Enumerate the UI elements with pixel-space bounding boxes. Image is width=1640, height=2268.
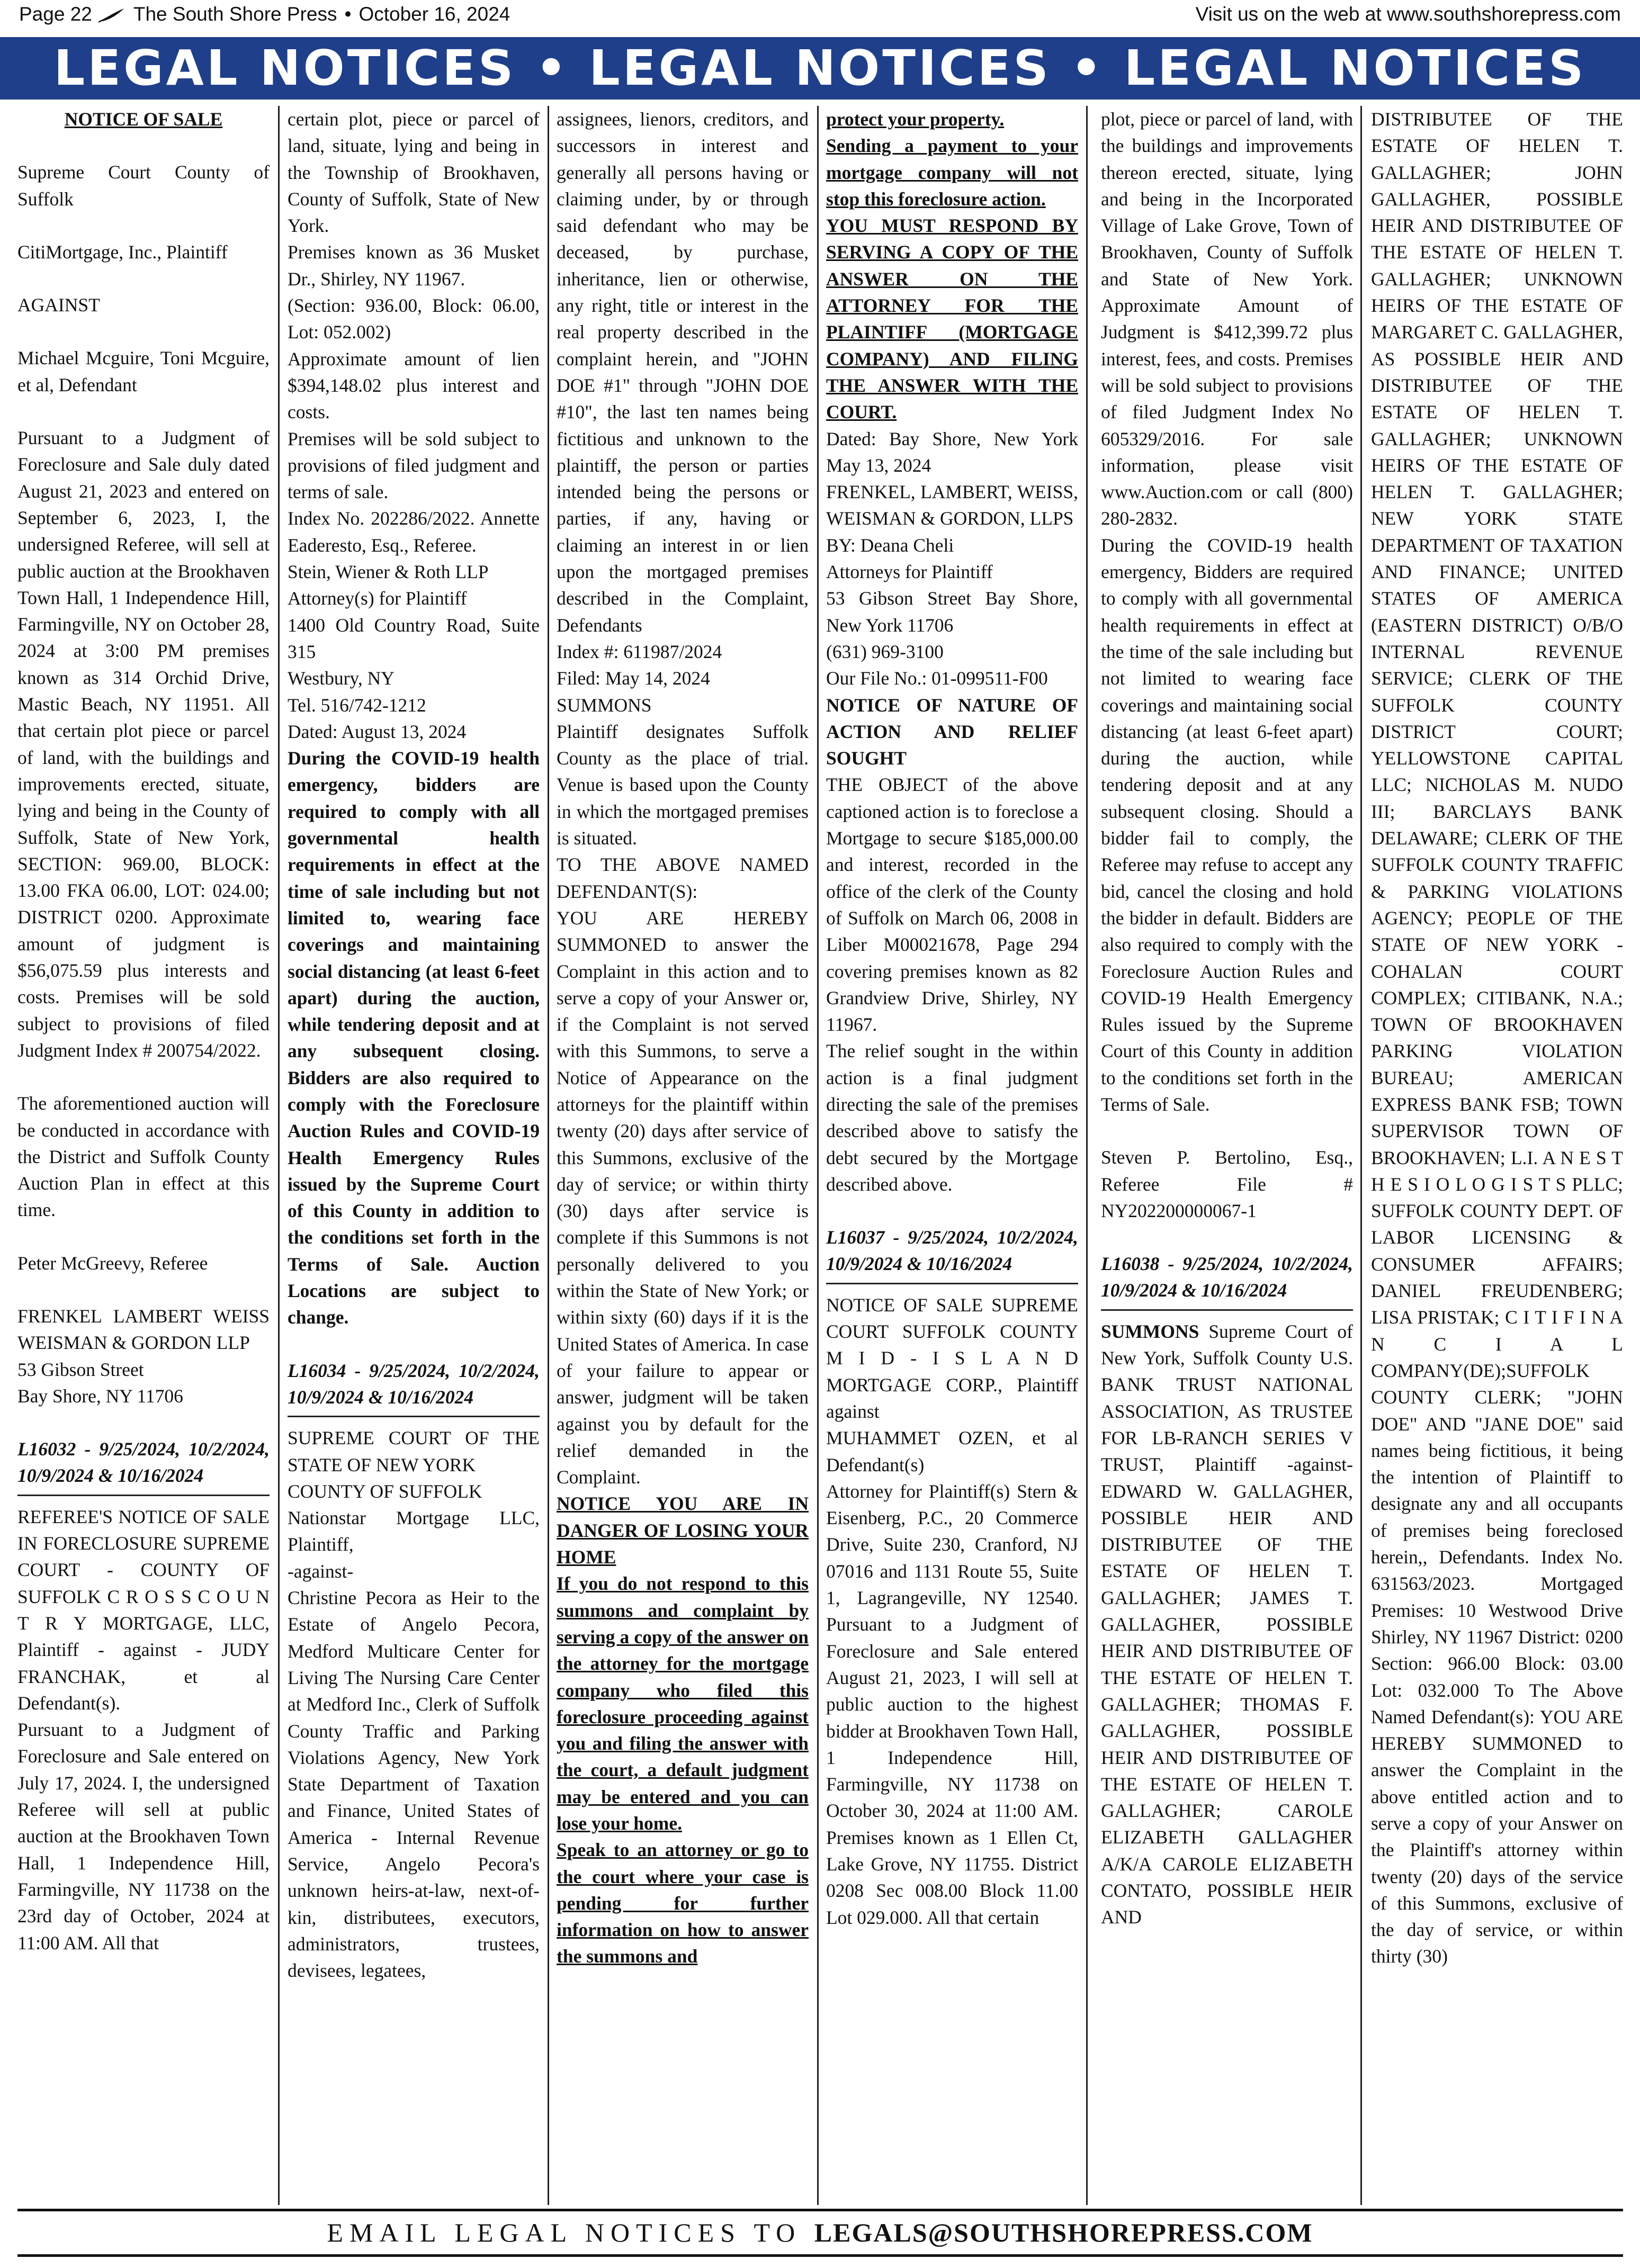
notice-paragraph: FRENKEL LAMBERT WEISS WEISMAN & GORDON LLP — [17, 1305, 270, 1354]
paragraph-spacer — [17, 132, 270, 159]
notice-paragraph: The relief sought in the within action is a final judgment directing the sale of the premises described above to satisfy the debt secured by the Mortgage described above. — [826, 1040, 1078, 1195]
notice-paragraph: Attorney for Plaintiff(s) Stern & Eisenberg, P.C., 20 Commerce Drive, Suite 230, Cranford, NJ 07016 and 1131 Route 55, Suite 1, Lagrangeville, NY 12540. Pursuant to a Judgment of Foreclosure and Sale entered August 21, 2023, I will sell at public auction to the highest bidder at Brookhaven Town Hall, 1 Independence Hill, Farmingville, NY 11738 on October 30, 2024 at 11:00 AM. Premises known as 1 Ellen Ct, Lake Grove, NY 11755. District 0208 Sec 008.00 Block 11.00 Lot 029.000. All that certain — [826, 1480, 1078, 1928]
page-number: Page 22 — [19, 3, 92, 25]
notice-separator — [1101, 1309, 1353, 1311]
notice-paragraph: plot, piece or parcel of land, with the buildings and improvements thereon erected, situate, lying and being in the Incorporated Village of Lake Grove, Town of Brookhaven, County of Suffolk and State of New York. Approximate Amount of Judgment is $412,399.72 plus interest, fees, and costs. Premises will be sold subject to provisions of filed Judgment Index No 605329/2016. For sale information, please visit www.Auction.com or call (800) 280-2832. — [1101, 109, 1353, 529]
notice-paragraph: DISTRIBUTEE OF THE ESTATE OF HELEN T. GALLAGHER; JOHN GALLAGHER, POSSIBLE HEIR AND DISTRIBUTEE OF THE ESTATE OF HELEN T. GALLAGHER; UNKNOWN HEIRS OF THE ESTATE OF MARGARET C. GALLAGHER, AS POSSIBLE HEIR AND DISTRIBUTEE OF THE ESTATE OF HELEN T. GALLAGHER; UNKNOWN HEIRS OF THE ESTATE OF HELEN T. GALLAGHER; NEW YORK STATE DEPARTMENT OF TAXATION AND FINANCE; UNITED STATES OF AMERICA (EASTERN DISTRICT) O/B/O INTERNAL REVENUE SERVICE; CLERK OF THE SUFFOLK COUNTY DISTRICT COURT; YELLOWSTONE CAPITAL LLC; NICHOLAS M. NUDO III; BARCLAYS BANK DELAWARE; CLERK OF THE SUFFOLK COUNTY TRAFFIC & PARKING VIOLATIONS AGENCY; PEOPLE OF THE STATE OF NEW YORK - COHALAN COURT COMPLEX; CITIBANK, N.A.; TOWN OF BROOKHAVEN PARKING VIOLATION BUREAU; AMERICAN EXPRESS BANK FSB; TOWN SUPERVISOR TOWN OF BROOKHAVEN; L.I. A N E S T H E S I O L O G I S T S PLLC; SUFFOLK COUNTY DEPT. OF LABOR LICENSING & CONSUMER AFFAIRS; DANIEL FREUDENBERG; LISA PRISTAK; C I T I F I N A N C I A L COMPANY(DE);SUFFOLK COUNTY CLERK; "JOHN DOE" AND "JANE DOE" said names being fictitious, it being the intention of Plaintiff to designate any and all occupants of premises being foreclosed herein,, Defendants. Index No. 631563/2023. Mortgaged Premises: 10 Westwood Drive Shirley, NY 11967 District: 0200 Section: 966.00 Block: 03.00 Lot: 032.000 To The Above Named Defendant(s): YOU ARE HEREBY SUMMONED to answer the Complaint in the above entitled action and to serve a copy of your Answer on the Plaintiff's attorney within twenty (20) days of the service of this Summons, exclusive of the day of service, or within thirty (30) — [1371, 109, 1623, 1967]
notice-lead-text: Supreme Court of New York, Suffolk County U.S. BANK TRUST NATIONAL ASSOCIATION, AS TRUSTEE FOR LB-RANCH SERIES V TRUST, Plaintiff -against- EDWARD W. GALLAGHER, POSSIBLE HEIR AND DISTRIBUTEE OF THE ESTATE OF HELEN T. GALLAGHER; JAMES T. GALLAGHER, POSSIBLE HEIR AND DISTRIBUTEE OF THE ESTATE OF HELEN T. GALLAGHER; THOMAS F. GALLAGHER, POSSIBLE HEIR AND DISTRIBUTEE OF THE ESTATE OF HELEN T. GALLAGHER; CAROLE ELIZABETH GALLAGHER A/K/A CAROLE ELIZABETH CONTATO, POSSIBLE HEIR AND — [1101, 1320, 1353, 1928]
notice-paragraph: During the COVID-19 health emergency, Bidders are required to comply with all governmental health requirements in effect at the time of the sale including but not limited to wearing face coverings and maintaining social distancing (at least 6-feet apart) during the auction, while tendering deposit and at any subsequent closing. Should a bidder fail to comply, the Referee may refuse to accept any bid, cancel the closing and hold the bidder in default. Bidders are also required to comply with the Foreclosure Auction Rules and COVID-19 Health Emergency Rules issued by the Supreme Court of this County in addition to the conditions set forth in the Terms of Sale. — [1101, 534, 1353, 1115]
notice-paragraph: Our File No.: 01-099511-F00 — [826, 668, 1048, 689]
notices-columns — [17, 106, 1623, 2205]
notice-paragraph: Dated: August 13, 2024 — [288, 721, 467, 742]
footer-rule-top — [17, 2209, 1623, 2211]
notice-reference-dates: L16034 - 9/25/2024, 10/2/2024, 10/9/2024 & 10/16/2024 — [288, 1360, 540, 1408]
notice-paragraph: THE OBJECT of the above captioned action is to foreclose a Mortgage to secure $185,000.00 and interest, recorded in the office of the clerk of the County of Suffolk on March 06, 2008 in Liber M00021678, Page 294 covering premises known as 82 Grandview Drive, Shirley, NY 11967. — [826, 774, 1078, 1036]
notice-paragraph: Supreme Court County of Suffolk — [17, 161, 270, 210]
paragraph-spacer — [1101, 1118, 1353, 1144]
notice-paragraph: FRENKEL, LAMBERT, WEISS, WEISMAN & GORDON, LLPS — [826, 481, 1078, 529]
notice-paragraph: Approximate amount of lien $394,148.02 plus interest and costs. — [288, 348, 540, 423]
notice-column-4 — [826, 106, 1078, 2205]
footer-rule-bottom — [17, 2254, 1623, 2257]
notice-paragraph: Dated: Bay Shore, New York May 13, 2024 — [826, 428, 1078, 476]
notice-paragraph: MUHAMMET OZEN, et al Defendant(s) — [826, 1427, 1078, 1475]
notice-paragraph: certain plot, piece or parcel of land, situate, lying and being in the Township of Brookhaven, County of Suffolk, State of New York. — [288, 109, 540, 237]
notice-paragraph: Westbury, NY — [288, 668, 395, 689]
notice-column-3 — [557, 106, 809, 2205]
notice-paragraph: Attorney(s) for Plaintiff — [288, 588, 467, 609]
notice-paragraph: TO THE ABOVE NAMED DEFENDANT(S): — [557, 854, 809, 902]
paragraph-spacer — [17, 318, 270, 345]
notice-paragraph: Stein, Wiener & Roth LLP — [288, 561, 489, 583]
notice-column-1 — [17, 106, 270, 2205]
notice-paragraph: Pursuant to a Judgment of Foreclosure and Sale entered on July 17, 2024. I, the undersigned Referee will sell at public auction at the Brookhaven Town Hall, 1 Independence Hill, Farmingville, NY 11738 on the 23rd day of October, 2024 at 11:00 AM. All that — [17, 1719, 270, 1954]
notice-bold-paragraph: During the COVID-19 health emergency, bidders are required to comply with all governmental health requirements in effect at the time of sale including but not limited to, wearing face coverings and maintaining social distancing (at least 6-feet apart) during the auction, while tendering deposit and at any subsequent closing. Bidders are also required to comply with the Foreclosure Auction Rules and COVID-19 Health Emergency Rules issued by the Supreme Court of this County in addition to the conditions set forth in the Terms of Sale. Auction Locations are subject to change. — [288, 748, 540, 1328]
column-divider — [1360, 106, 1362, 2205]
notice-column-5 — [1101, 106, 1353, 2205]
notice-warning-paragraph: NOTICE YOU ARE IN DANGER OF LOSING YOUR HOME — [557, 1493, 809, 1568]
issue-date: October 16, 2024 — [359, 3, 510, 25]
notice-column-6 — [1371, 106, 1623, 2205]
notice-paragraph: -against- — [288, 1560, 354, 1582]
footer-email-link[interactable]: LEGALS@SOUTHSHOREPRESS.COM — [814, 2218, 1313, 2247]
notice-paragraph: Christine Pecora as Heir to the Estate of Angelo Pecora, Medford Multicare Center for Living The Nursing Care Center at Medford Inc., Clerk of Suffolk County Traffic and Parking Violations Agency, New York State Department of Taxation and Finance, United States of America - Internal Revenue Service, Angelo Pecora's unknown heirs-at-law, next-of-kin, distributees, executors, administrators, trustees, devisees, legatees, — [288, 1587, 540, 1982]
notice-paragraph: Index #: 611987/2024 — [557, 641, 722, 662]
notice-reference-dates: L16032 - 9/25/2024, 10/2/2024, 10/9/2024 & 10/16/2024 — [17, 1438, 270, 1487]
notice-reference-dates: L16037 - 9/25/2024, 10/2/2024, 10/9/2024 & 10/16/2024 — [826, 1227, 1078, 1275]
notice-paragraph: YOU ARE HEREBY SUMMONED to answer the Complaint in this action and to serve a copy of your Answer or, if the Complaint is not served with this Summons, to serve a Notice of Appearance on the attorneys for the plaintiff within twenty (20) days after service of this Summons, exclusive of the day of service; or within thirty (30) days after service is complete if this Summons is not personally delivered to you within the State of New York; or within sixty (60) days if it is the United States of America. In case of your failure to appear or answer, judgment will be taken against you by default for the relief demanded in the Complaint. — [557, 907, 809, 1488]
notice-paragraph: Tel. 516/742-1212 — [288, 694, 426, 716]
notice-paragraph: (631) 969-3100 — [826, 641, 944, 662]
notice-paragraph: REFEREE'S NOTICE OF SALE IN FORECLOSURE SUPREME COURT - COUNTY OF SUFFOLK C R O S S C O U N T R Y MORTGAGE, LLC, Plaintiff - against - JUDY FRANCHAK, et al Defendant(s). — [17, 1506, 270, 1714]
notice-warning-paragraph: Speak to an attorney or go to the court where your case is pending for further information on how to answer the summons and — [557, 1839, 809, 1967]
notice-paragraph: Attorneys for Plaintiff — [826, 561, 993, 583]
notice-warning-paragraph: If you do not respond to this summons and complaint by serving a copy of the answer on the attorney for the mortgage company who filed this foreclosure proceeding against you and filing the answer with the court, a default judgment may be entered and you can lose your home. — [557, 1573, 809, 1834]
notice-paragraph: Peter McGreevy, Referee — [17, 1252, 208, 1274]
notice-separator — [288, 1416, 540, 1417]
notice-bold-paragraph: NOTICE OF NATURE OF ACTION AND RELIEF SOUGHT — [826, 694, 1078, 769]
paragraph-spacer — [17, 398, 270, 425]
footer-prefix: EMAIL LEGAL NOTICES TO — [327, 2218, 802, 2247]
notice-paragraph — [1101, 1318, 1353, 1931]
column-divider — [1086, 106, 1088, 2205]
notice-separator — [826, 1283, 1078, 1284]
website-link[interactable]: Visit us on the web at www.southshorepress.com — [1195, 3, 1621, 25]
notice-heading: NOTICE OF SALE — [64, 109, 223, 130]
paragraph-spacer — [1101, 1224, 1353, 1250]
notice-warning-paragraph: Sending a payment to your mortgage company will not stop this foreclosure action. — [826, 135, 1078, 210]
notice-paragraph: Steven P. Bertolino, Esq., Referee File # NY202200000067-1 — [1101, 1147, 1353, 1221]
notice-paragraph: SUPREME COURT OF THE STATE OF NEW YORK — [288, 1427, 540, 1475]
column-divider — [278, 106, 280, 2205]
notice-paragraph: COUNTY OF SUFFOLK — [288, 1480, 482, 1502]
notice-separator — [17, 1495, 270, 1496]
notice-reference-dates: L16038 - 9/25/2024, 10/2/2024, 10/9/2024 & 10/16/2024 — [1101, 1253, 1353, 1301]
notice-paragraph: CitiMortgage, Inc., Plaintiff — [17, 241, 228, 263]
paragraph-spacer — [17, 1064, 270, 1090]
paragraph-spacer — [17, 212, 270, 239]
notice-paragraph: Pursuant to a Judgment of Foreclosure and Sale duly dated August 21, 2023 and entered on September 6, 2023, I, the undersigned Referee, will sell at public auction at the Brookhaven Town Hall, 1 Independence Hill, Farmingville, NY on October 28, 2024 at 3:00 PM premises known as 314 Orchid Drive, Mastic Beach, NY 11951. All that certain plot piece or parcel of land, with the buildings and improvements erected, situate, lying and being in the County of Suffolk, State of New York, SECTION: 969.00, BLOCK: 13.00 FKA 06.00, LOT: 024.00; DISTRICT 0200. Approximate amount of judgment is $56,075.59 plus interests and costs. Premises will be sold subject to provisions of filed Judgment Index # 200754/2022. — [17, 427, 270, 1061]
notice-lead-word: SUMMONS — [1101, 1320, 1199, 1342]
notice-paragraph: Plaintiff designates Suffolk County as the place of trial. Venue is based upon the County in which the mortgaged premises is situated. — [557, 721, 809, 849]
notice-paragraph: Bay Shore, NY 11706 — [17, 1385, 183, 1407]
notice-paragraph: Index No. 202286/2022. Annette Eaderesto, Esq., Referee. — [288, 508, 540, 556]
paragraph-spacer — [17, 1409, 270, 1436]
notice-paragraph: BY: Deana Cheli — [826, 534, 954, 556]
notice-paragraph: 1400 Old Country Road, Suite 315 — [288, 614, 540, 662]
notice-warning-paragraph: YOU MUST RESPOND BY SERVING A COPY OF THE ANSWER ON THE ATTORNEY FOR THE PLAINTIFF (MORTGAGE COMPANY) AND FILING THE ANSWER WITH THE COURT. — [826, 215, 1078, 423]
paper-name: The South Shore Press — [133, 3, 337, 25]
notice-paragraph: Premises known as 36 Musket Dr., Shirley, NY 11967. — [288, 241, 540, 290]
notice-paragraph: NOTICE OF SALE SUPREME COURT SUFFOLK COUNTY M I D - I S L A N D MORTGAGE CORP., Plaintiff against — [826, 1294, 1078, 1422]
column-divider — [548, 106, 549, 2205]
notice-paragraph: (Section: 936.00, Block: 06.00, Lot: 052.002) — [288, 295, 540, 343]
notice-paragraph: Michael Mcguire, Toni Mcguire, et al, Defendant — [17, 347, 270, 395]
notice-paragraph: assignees, lienors, creditors, and successors in interest and generally all persons having or claiming under, by or through said defendant who may be deceased, by purchase, inheritance, lien or otherwise, any right, title or interest in the real property described in the complaint herein, and "JOHN DOE #1" through "JOHN DOE #10", the last ten names being fictitious and unknown to the plaintiff, the person or parties intended being the persons or parties, if any, having or claiming an interest in or lien upon the mortgaged premises described in the Complaint, Defendants — [557, 109, 809, 636]
paragraph-spacer — [17, 265, 270, 292]
page-header — [0, 0, 1640, 33]
notice-paragraph: 53 Gibson Street — [17, 1358, 144, 1380]
paragraph-spacer — [826, 1198, 1078, 1224]
notice-paragraph: The aforementioned auction will be conducted in accordance with the District and Suffolk County Auction Plan in effect at this time. — [17, 1093, 270, 1221]
paragraph-spacer — [17, 1223, 270, 1250]
paragraph-spacer — [17, 1276, 270, 1303]
notice-paragraph: SUMMONS — [557, 694, 652, 716]
header-separator: • — [344, 3, 352, 25]
column-divider — [817, 106, 819, 2205]
notice-paragraph: 53 Gibson Street Bay Shore, New York 11706 — [826, 588, 1078, 636]
notice-column-2 — [288, 106, 540, 2205]
paragraph-spacer — [288, 1331, 540, 1357]
header-left — [19, 3, 510, 25]
notice-paragraph: Filed: May 14, 2024 — [557, 668, 710, 689]
quill-icon — [97, 7, 125, 23]
notice-paragraph: Nationstar Mortgage LLC, Plaintiff, — [288, 1507, 540, 1555]
page-footer — [0, 2217, 1640, 2248]
notice-paragraph: AGAINST — [17, 294, 100, 316]
notice-warning-paragraph: protect your property. — [826, 109, 1005, 130]
notice-paragraph: Premises will be sold subject to provisions of filed judgment and terms of sale. — [288, 428, 540, 503]
section-banner: LEGAL NOTICES • LEGAL NOTICES • LEGAL NOTICES — [0, 37, 1640, 100]
